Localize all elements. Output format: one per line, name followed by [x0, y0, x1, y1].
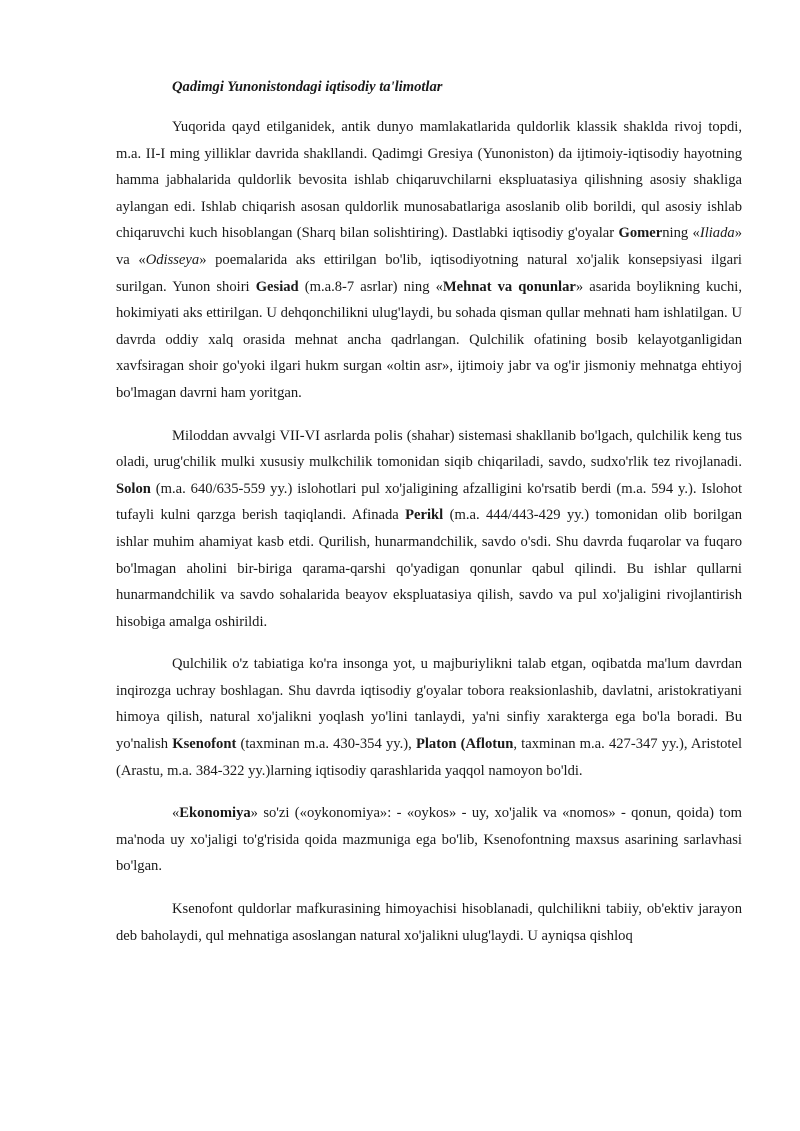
bold-term: Platon (Aflotun	[415, 736, 514, 753]
bold-term: Gesiad	[255, 278, 299, 295]
body-paragraph	[116, 114, 742, 407]
bold-term: Mehnat va qonunlar	[442, 278, 576, 295]
bold-term: Perikl	[405, 507, 444, 524]
bold-term: Ksenofont	[172, 736, 237, 753]
text-run: «	[172, 805, 180, 822]
body-paragraph	[116, 800, 742, 880]
body-paragraph	[116, 896, 742, 949]
bold-term: Solon	[116, 480, 151, 497]
document-title: Qadimgi Yunonistondagi iqtisodiy ta'limotlar	[172, 79, 443, 95]
text-run: » poemalarida aks ettirilgan bo'lib, iqtisodiyotning natural xo'jalik konsepsiyasi ilgari surilgan. Yunon shoiri	[116, 251, 742, 295]
body-paragraph	[116, 651, 742, 784]
document-body	[116, 114, 742, 949]
body-paragraph	[116, 423, 742, 636]
text-run: (taxminan m.a. 430-354 yy.),	[236, 736, 416, 753]
text-run: » va «	[116, 225, 742, 268]
text-run: Qulchilik o'z tabiatiga ko'ra insonga yot, u majburiylikni talab etgan, oqibatda ma'lum davrdan inqirozga uchray boshlagan. Shu davrda iqtisodiy g'oyalar tobora reaksionlashib, davlatni, aristokratiyani himoya qilish, natural xo'jalikni yoqlash yo'lini tanlaydi, ya'ni sinfiy xarakterga ega bo'la boradi. Bu yo'nalish	[116, 656, 742, 753]
text-run: » so'zi («oykonomiya»: - «oykos» - uy, xo'jalik va «nomos» - qonun, qoida) tom ma'noda uy xo'jaligi to'g'risida qoida mazmuniga ega bo'lib, Ksenofontning maxsus asarining sarlavhasi bo'lgan.	[116, 805, 742, 875]
italic-term: Iliada	[699, 225, 735, 242]
text-run: Miloddan avvalgi VII-VI asrlarda polis (shahar) sistemasi shakllanib bo'lgach, qulchilik keng tus oladi, urug'chilik mulki xususiy mulkchilik tomonidan siqib chiqariladi, savdo, sudxo'rlik tez rivojlanadi.	[116, 427, 742, 471]
italic-term: Odisseya	[145, 251, 200, 268]
text-run: Yuqorida qayd etilganidek, antik dunyo mamlakatlarida quldorlik klassik shaklda rivoj topdi, m.a. II-I ming yilliklar davrida shakllandi. Qadimgi Gresiya (Yunoniston) da ijtimoiy-iqtisodiy hayotning hamma jabhalarida quldorlik bevosita ishlab chiqaruvchilarni ekspluatasiya qilishning asosiy shakliga aylangan edi. Ishlab chiqarish asosan quldorlik munosabatlariga asoslanib olib borildi, qul asosiy ishlab chiqaruvchi kuch hisoblangan (Sharq bilan solishtiring). Dastlabki iqtisodiy g'oyalar	[116, 119, 742, 242]
bold-term: Ekonomiya	[179, 805, 251, 822]
text-run: » asarida boylikning kuchi, hokimiyati aks ettirilgan. U dehqonchilikni ulug'laydi, bu sohada qisman qullar mehnati ham ishlatilgan. U davrda oddiy xalq orasida mehnat ancha qadrlangan. Qulchilik ofatining bosib kelayotganligidan xavfsiragan shoir go'yoki ilgari hukm surgan «oltin asr», ijtimoiy jabr va og'ir jismoniy mehnatga ehtiyoj bo'lmagan davrni ham yoritgan.	[116, 278, 743, 401]
document-page	[116, 74, 742, 965]
text-run: (m.a.8-7 asrlar) ning «	[298, 278, 443, 295]
bold-term: Gomer	[618, 225, 663, 242]
text-run: (m.a. 444/443-429 yy.) tomonidan olib borilgan ishlar muhim ahamiyat kasb etdi. Qurilish, hunarmandchilik, savdo o'sdi. Shu davrda fuqarolar va fuqaro bo'lmagan aholini bir-biriga qarama-qarshi qo'yadigan qonunlar qabul qilindi. Bu ishlar qullarni hunarmandchilik va savdo sohalarida beayov ekspluatasiya qilish, savdo va pul xo'jaligini rivojlantirish hisobiga amalga oshirildi.	[116, 507, 742, 630]
text-run: , taxminan m.a. 427-347 yy.), Aristotel (Arastu, m.a. 384-322 yy.)larning iqtisodiy qarashlarida yaqqol namoyon bo'ldi.	[116, 736, 743, 779]
text-run: (m.a. 640/635-559 yy.) islohotlari pul xo'jaligining afzalligini ko'rsatib berdi (m.a. 594 y.). Islohot tufayli kulni qarzga berish taqiqlandi. Afinada	[116, 480, 742, 524]
text-run: ning «	[662, 225, 700, 242]
text-run: Ksenofont quldorlar mafkurasining himoyachisi hisoblanadi, qulchilikni tabiiy, ob'ektiv jarayon deb baholaydi, qul mehnatiga asoslangan natural xo'jalikni ulug'laydi. U ayniqsa qishloq	[116, 901, 742, 944]
